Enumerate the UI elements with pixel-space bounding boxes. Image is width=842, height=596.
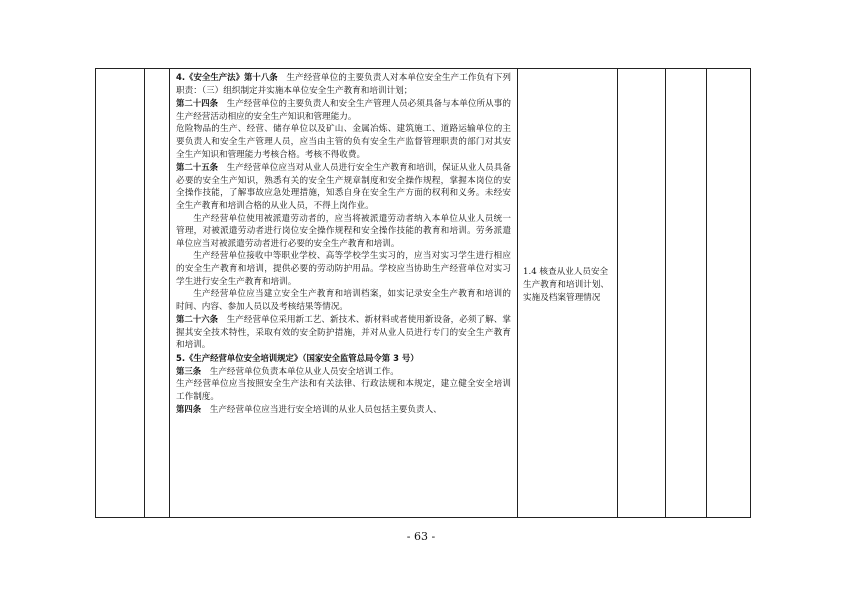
clause-heading: 第二十六条 <box>176 314 218 325</box>
clause-18 <box>176 71 511 97</box>
check-item-cell <box>518 69 618 518</box>
article-3 <box>176 365 511 379</box>
clause-text: 生产经营单位应当进行安全培训的从业人员包括主要负责人、 <box>201 405 442 416</box>
blank-cell <box>666 69 707 518</box>
clause-text: 生产经营单位的主要负责人和安全生产管理人员必须具备与本单位所从事的生产经营活动相应的安全生产知识和管理能力。 <box>176 99 511 122</box>
article-3-paragraph: 生产经营单位应当按照安全生产法和有关法律、行政法规和本规定，建立健全安全培训工作制度。 <box>176 379 511 402</box>
category-cell <box>96 69 145 518</box>
clause-26 <box>176 313 511 352</box>
blank-cell <box>707 69 751 518</box>
clause-heading: 4.《安全生产法》第十八条 <box>176 72 278 82</box>
clause-25-paragraph: 生产经营单位接收中等职业学校、高等学校学生实习的，应当对实习学生进行相应的安全生产教育和培训，提供必要的劳动防护用品。学校应当协助生产经营单位对实习学生进行安全生产教育和培训。 <box>176 251 511 287</box>
clause-24 <box>176 97 511 123</box>
index-cell <box>145 69 170 518</box>
clause-25-paragraph: 生产经营单位应当建立安全生产教育和培训档案，如实记录安全生产教育和培训的时间、内容、参加人员以及考核结果等情况。 <box>176 289 511 312</box>
clause-text: 生产经营单位应当对从业人员进行安全生产教育和培训，保证从业人员具备必要的安全生产知识，熟悉有关的安全生产规章制度和安全操作规程，掌握本岗位的安全操作技能，了解事故应急处理措施，知悉自身在安全生产方面的权利和义务。未经安全生产教育和培训合格的从业人员，不得上岗作业。 <box>176 163 511 211</box>
clause-24-paragraph: 危险物品的生产、经营、储存单位以及矿山、金属冶炼、建筑施工、道路运输单位的主要负责人和安全生产管理人员，应当由主管的负有安全生产监督管理职责的部门对其安全生产知识和管理能力考核合格。考核不得收费。 <box>176 124 511 160</box>
clause-text: 生产经营单位的主要负责人对本单位安全生产工作负有下列职责：（三）组织制定并实施本单位安全生产教育和培训计划； <box>176 73 511 96</box>
page-number: - 63 - <box>406 530 436 543</box>
blank-cell <box>618 69 666 518</box>
clause-25-paragraph: 生产经营单位使用被派遣劳动者的，应当将被派遣劳动者纳入本单位从业人员统一管理，对被派遣劳动者进行岗位安全操作规程和安全操作技能的教育和培训。劳务派遣单位应当对被派遣劳动者进行必要的安全生产教育和培训。 <box>176 213 511 249</box>
clause-25 <box>176 161 511 212</box>
regulation-title: 5.《生产经营单位安全培训规定》（国家安全监管总局令第 3 号） <box>176 353 419 364</box>
article-4 <box>176 403 511 417</box>
clause-heading: 第二十四条 <box>176 98 218 109</box>
clause-text: 生产经营单位负责本单位从业人员安全培训工作。 <box>201 366 399 377</box>
clause-heading: 第二十五条 <box>176 162 218 173</box>
check-item-text: 1.4 核查从业人员安全生产教育和培训计划、实施及档案管理情况 <box>523 267 609 303</box>
clause-heading: 第三条 <box>176 365 202 376</box>
table-row <box>96 69 751 518</box>
clause-text: 生产经营单位采用新工艺、新技术、新材料或者使用新设备，必须了解、掌握其安全技术特性，采取有效的安全防护措施，并对从业人员进行专门的安全生产教育和培训。 <box>176 315 511 351</box>
regulation-table <box>95 68 751 518</box>
clause-heading: 第四条 <box>176 404 202 415</box>
legal-basis-cell <box>170 69 518 518</box>
